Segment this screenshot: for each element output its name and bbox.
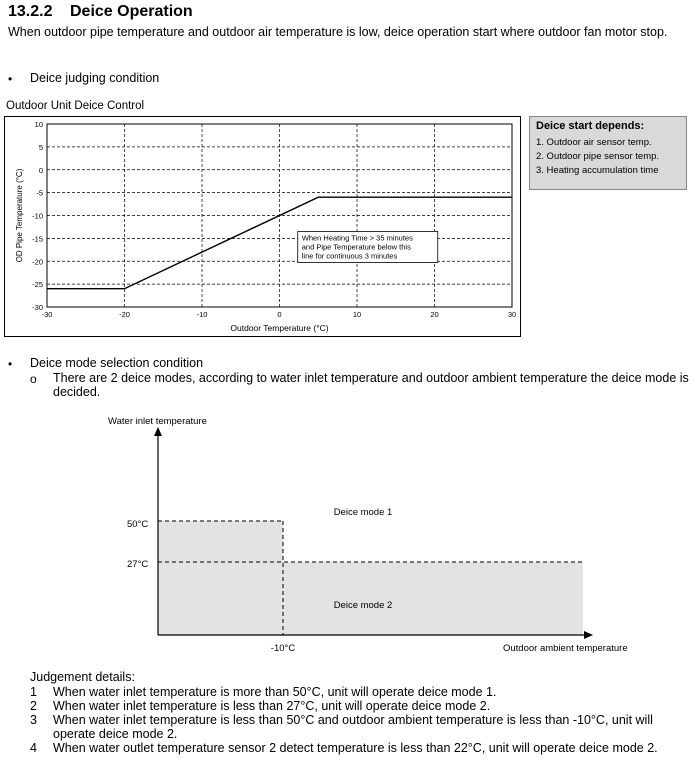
deice-mode-diagram (0, 405, 698, 660)
bullet-deice-mode: Deice mode selection condition (30, 356, 204, 370)
judgement-num: 1 (30, 685, 37, 699)
chart-title: Outdoor Unit Deice Control (6, 100, 145, 112)
annotation-line: and Pipe Temperature below this (301, 242, 411, 252)
y-tick-label: -15 (32, 234, 43, 244)
legend-title: Deice start depends: (536, 120, 645, 132)
deice-start-legend (529, 116, 687, 190)
annotation-line: line for continuous 3 minutes (301, 251, 398, 261)
deice-mode-1-label: Deice mode 1 (333, 507, 393, 518)
mode1-region (158, 521, 283, 562)
judgement-text: When water outlet temperature sensor 2 detect temperature is less than 22°C, unit will operate deice mode 2. (53, 741, 658, 755)
judgement-text: When water inlet temperature is less than 50°C and outdoor ambient temperature is less than -10°C, unit will operate deice mode 2. (53, 713, 653, 741)
x-axis-label: Outdoor Temperature (°C) (230, 323, 329, 333)
x-tick-label: -30 (41, 310, 53, 319)
x-tick-label: 10 (352, 310, 362, 319)
judgement-num: 3 (30, 713, 37, 727)
y-axis-label: OD Pipe Temperature (°C) (15, 168, 24, 263)
judgement-num: 2 (30, 699, 37, 713)
y-axis-label: Water inlet temperature (108, 416, 207, 427)
judgement-text: When water inlet temperature is more than 50°C, unit will operate deice mode 1. (53, 685, 497, 699)
judgement-list (30, 685, 695, 755)
y-axis-arrow-icon (154, 427, 162, 436)
bullet-deice-judging: Deice judging condition (30, 71, 160, 85)
y-tick-label: -30 (32, 303, 43, 312)
label-50c: 50°C (127, 519, 149, 530)
x-tick-label: -10 (196, 310, 208, 319)
judgement-item (30, 699, 695, 713)
judgement-text: When water inlet temperature is less than 27°C, unit will operate deice mode 2. (53, 699, 491, 713)
deice-chart (5, 117, 520, 336)
mode2-region (158, 562, 583, 635)
judgement-item (30, 713, 695, 741)
section-heading (8, 3, 193, 21)
x-axis-label: Outdoor ambient temperature (503, 643, 628, 654)
legend-item: 2. Outdoor pipe sensor temp. (536, 151, 660, 162)
annotation-line: When Heating Time > 35 minutes (301, 233, 413, 243)
y-tick-label: -10 (32, 211, 43, 221)
label-27c: 27°C (127, 559, 149, 570)
judgement-num: 4 (30, 741, 37, 755)
legend-item: 3. Heating accumulation time (536, 165, 659, 176)
judgement-title: Judgement details: (30, 670, 135, 684)
y-tick-label: 0 (38, 165, 43, 175)
judgement-item (30, 741, 695, 755)
deice-mode-2-label: Deice mode 2 (333, 600, 393, 611)
x-tick-label: 0 (277, 310, 282, 319)
label-minus10c: -10°C (270, 643, 296, 654)
legend-item: 1. Outdoor air sensor temp. (536, 137, 652, 148)
x-axis-arrow-icon (584, 631, 593, 639)
y-tick-label: 10 (34, 120, 43, 129)
section-title: Deice Operation (70, 3, 193, 20)
sub-bullet-text: There are 2 deice modes, according to water inlet temperature and outdoor ambient temperature the deice mode is decided. (53, 371, 689, 399)
bullet-marker: • (8, 357, 13, 371)
y-tick-label: -20 (32, 257, 43, 267)
x-tick-label: 30 (507, 310, 517, 319)
y-tick-label: 5 (38, 142, 43, 152)
judgement-item (30, 685, 695, 699)
x-tick-label: 20 (430, 310, 439, 319)
sub-bullet-marker: o (30, 372, 37, 386)
y-tick-label: -25 (32, 280, 43, 290)
bullet-marker: • (8, 72, 13, 86)
intro-paragraph: When outdoor pipe temperature and outdoor air temperature is low, deice operation start where outdoor fan motor stop. (8, 25, 668, 39)
section-number: 13.2.2 (8, 3, 53, 20)
x-tick-label: -20 (119, 310, 130, 319)
y-tick-label: -5 (36, 188, 43, 198)
chart-frame (4, 116, 521, 337)
